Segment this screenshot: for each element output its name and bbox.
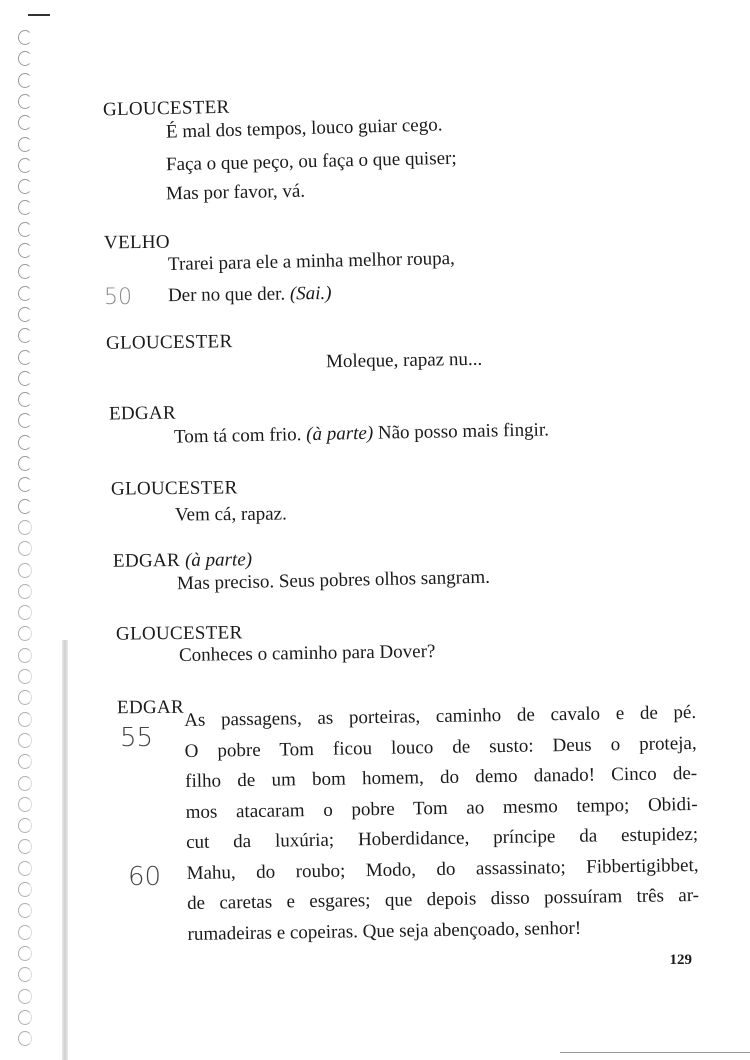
binding-hole	[18, 499, 32, 514]
binding-hole	[18, 30, 32, 45]
binding-hole	[18, 371, 32, 386]
verse-line: Moleque, rapaz nu...	[325, 348, 483, 373]
verse-line: Vem cá, rapaz.	[174, 503, 287, 526]
binding-hole	[18, 158, 32, 173]
binding-hole	[18, 1010, 32, 1025]
verse-line: Conheces o caminho para Dover?	[178, 640, 436, 667]
binding-hole	[18, 648, 32, 663]
corner-mark	[28, 14, 50, 16]
binding-hole	[18, 839, 32, 854]
prose-line: As passagens, as porteiras, caminho de cavalo e de pé.	[184, 701, 697, 731]
binding-hole	[18, 94, 32, 109]
binding-hole	[18, 882, 32, 897]
binding-hole	[18, 861, 32, 876]
binding-hole	[18, 1031, 32, 1046]
binding-hole	[18, 541, 32, 556]
binding-hole	[18, 712, 32, 727]
binding-hole	[18, 286, 32, 301]
binding-hole	[18, 243, 32, 258]
stage-direction: (à parte)	[305, 422, 374, 446]
binding-hole	[18, 73, 32, 88]
binding-hole	[18, 413, 32, 428]
binding-hole	[18, 264, 32, 279]
binding-hole	[18, 350, 32, 365]
binding-hole	[18, 477, 32, 492]
binding-hole	[18, 392, 32, 407]
page-edge	[560, 1052, 750, 1053]
binding-hole	[18, 605, 32, 620]
prose-line: Mahu, do roubo; Modo, do assassinato; Fibbertigibbet,	[186, 854, 699, 884]
binding-hole	[18, 563, 32, 578]
binding-hole	[18, 903, 32, 918]
binding-hole	[18, 669, 32, 684]
binding-hole	[18, 776, 32, 791]
stage-direction: (Sai.)	[289, 282, 332, 305]
binding-hole	[18, 818, 32, 833]
line-number: 50	[104, 285, 132, 310]
binding-hole	[18, 222, 32, 237]
binding-hole	[18, 307, 32, 322]
verse-line: Trarei para ele a minha melhor roupa,	[167, 247, 456, 276]
binding-hole	[18, 456, 32, 471]
prose-line: O pobre Tom ficou louco de susto: Deus o proteja,	[184, 732, 697, 762]
speaker-name: GLOUCESTER	[102, 96, 230, 121]
verse-line: Mas por favor, vá.	[165, 180, 306, 205]
binding-hole	[18, 328, 32, 343]
prose-speech	[184, 698, 700, 950]
prose-line: filho de um bom homem, do demo danado! Cinco de-	[185, 762, 698, 792]
speaker-name: GLOUCESTER	[105, 331, 233, 354]
binding-hole	[18, 797, 32, 812]
speaker-name: GLOUCESTER	[110, 477, 238, 500]
verse-line: Mas preciso. Seus pobres olhos sangram.	[176, 566, 491, 595]
binding-hole	[18, 179, 32, 194]
prose-line: rumadeiras e copeiras. Que seja abençoado, senhor!	[187, 917, 582, 945]
binding-hole	[18, 733, 32, 748]
spiral-binding	[14, 30, 38, 1050]
binding-hole	[18, 925, 32, 940]
page-number: 129	[669, 952, 692, 968]
prose-line: cut da luxúria; Hoberdidance, príncipe da estupidez;	[185, 823, 699, 853]
binding-hole	[18, 690, 32, 705]
verse-line: É mal dos tempos, louco guiar cego.	[165, 114, 443, 143]
binding-hole	[18, 200, 32, 215]
binding-hole	[18, 137, 32, 152]
binding-hole	[18, 51, 32, 66]
verse-line: Faça o que peço, ou faça o que quiser;	[165, 147, 457, 176]
speaker-name: EDGAR	[116, 696, 185, 719]
binding-hole	[18, 967, 32, 982]
stage-direction: (à parte)	[184, 549, 253, 571]
line-number: 55	[120, 723, 154, 753]
speaker-name: VELHO	[103, 231, 170, 254]
prose-line: mos atacaram o pobre Tom ao mesmo tempo; Obidi-	[185, 793, 698, 823]
speaker-name: GLOUCESTER	[115, 622, 243, 645]
line-number: 60	[128, 862, 162, 892]
binding-hole	[18, 989, 32, 1004]
binding-hole	[18, 435, 32, 450]
prose-line: de caretas e esgares; que depois disso possuíram três ar-	[186, 884, 700, 914]
binding-hole	[18, 115, 32, 130]
binding-hole	[18, 584, 32, 599]
binding-shadow	[62, 640, 68, 1060]
binding-hole	[18, 626, 32, 641]
verse-line: Tom tá com frio. (à parte) Não posso mais fingir.	[173, 419, 550, 448]
binding-hole	[18, 946, 32, 961]
speaker-name: EDGAR	[108, 402, 177, 425]
binding-hole	[18, 754, 32, 769]
verse-line: Der no que der. (Sai.)	[167, 282, 332, 307]
binding-hole	[18, 520, 32, 535]
speaker-name: EDGAR (à parte)	[112, 549, 253, 572]
